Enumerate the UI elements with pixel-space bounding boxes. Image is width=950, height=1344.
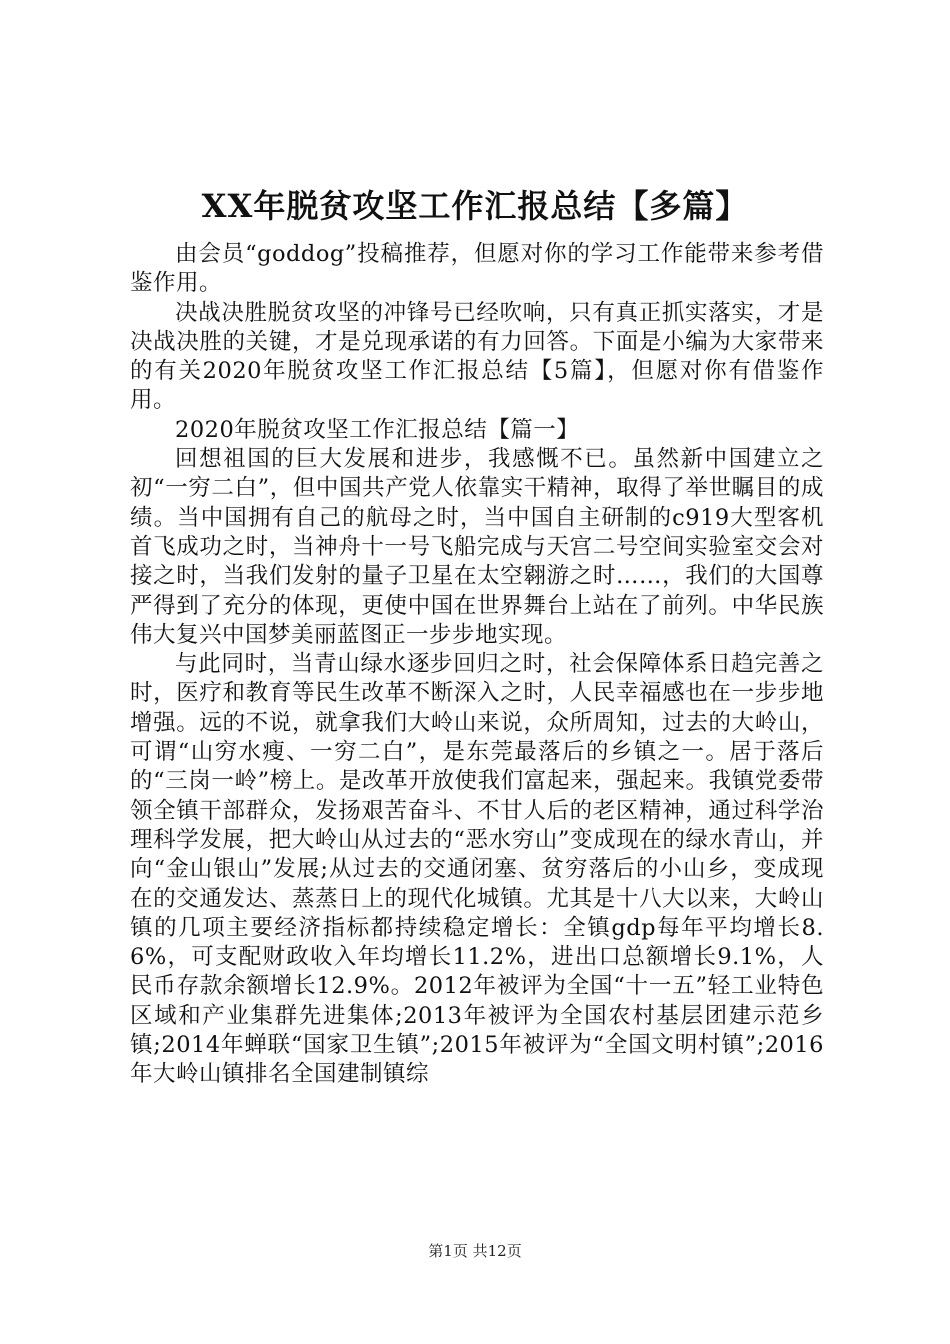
page-number-footer: 第1页 共12页 (428, 1242, 522, 1260)
section-heading: 2020年脱贫攻坚工作汇报总结【篇一】 (175, 416, 580, 443)
document-title: XX年脱贫攻坚工作汇报总结【多篇】 (201, 187, 749, 225)
section-paragraph: 回想祖国的巨大发展和进步，我感慨不已。虽然新中国建立之初“一穷二白”，但中国共产党人依靠实干精神，取得了举世瞩目的成绩。当中国拥有自己的航母之时，当中国自主研制的c919大型客机首飞成功之时，当神舟十一号飞船完成与天宫二号空间实验室交会对接之时，当我们发射的量子卫星在太空翱游之时……，我们的大国尊严得到了充分的体现，更使中国在世界舞台上站在了前列。中华民族伟大复兴中国梦美丽蓝图正一步步地实现。 (130, 446, 824, 648)
intro-paragraph: 由会员“goddog”投稿推荐，但愿对你的学习工作能带来参考借鉴作用。 (130, 241, 824, 297)
section-paragraph: 与此同时，当青山绿水逐步回归之时，社会保障体系日趋完善之时，医疗和教育等民生改革不断深入之时，人民幸福感也在一步步地增强。远的不说，就拿我们大岭山来说，众所周知，过去的大岭山，可谓“山穷水瘦、一穷二白”，是东莞最落后的乡镇之一。居于落后的“三岗一岭”榜上。是改革开放使我们富起来，强起来。我镇党委带领全镇干部群众，发扬艰苦奋斗、不甘人后的老区精神，通过科学治理科学发展，把大岭山从过去的“恶水穷山”变成现在的绿水青山，并向“金山银山”发展;从过去的交通闭塞、贫穷落后的小山乡，变成现在的交通发达、蒸蒸日上的现代化城镇。尤其是十八大以来，大岭山镇的几项主要经济指标都持续稳定增长：全镇gdp每年平均增长8.6%，可支配财政收入年均增长11.2%，进出口总额增长9.1%，人民币存款余额增长12.9%。2012年被评为全国“十一五”轻工业特色区域和产业集群先进集体;2013年被评为全国农村基层团建示范乡镇;2014年蝉联“国家卫生镇”;2015年被评为“全国文明村镇”;2016年大岭山镇排名全国建制镇综 (130, 651, 824, 1088)
document-body (130, 240, 824, 1090)
intro-paragraph: 决战决胜脱贫攻坚的冲锋号已经吹响，只有真正抓实落实，才是决战决胜的关键，才是兑现承诺的有力回答。下面是小编为大家带来的有关2020年脱贫攻坚工作汇报总结【5篇】，但愿对你有借鉴作用。 (130, 299, 824, 414)
